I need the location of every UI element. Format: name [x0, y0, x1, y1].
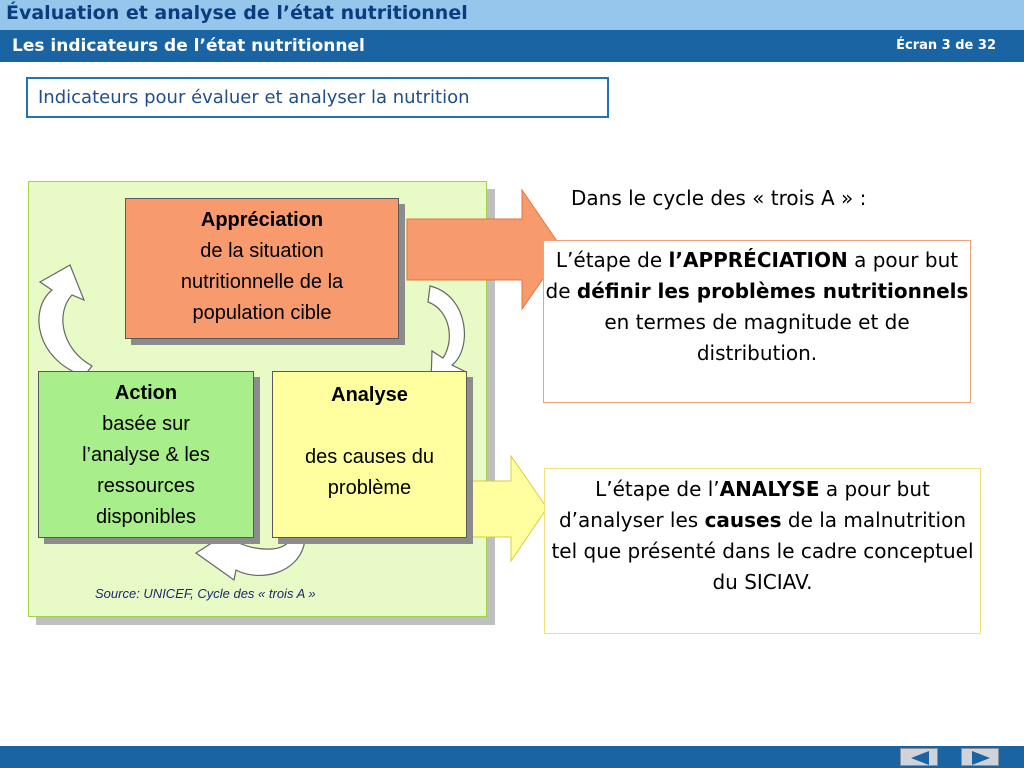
- action-box: [38, 371, 254, 538]
- action-line: ressources: [97, 475, 195, 497]
- appreciation-line: nutritionnelle de la: [180, 271, 344, 293]
- analyse-explanation: [544, 468, 981, 634]
- analyse-title: Analyse: [331, 384, 408, 406]
- footer-bar: [0, 746, 1024, 768]
- appreciation-line: population cible: [192, 302, 332, 324]
- text-run: a pour but de: [545, 248, 959, 303]
- emphasis: définir les problèmes nutritionnels: [576, 279, 969, 303]
- analyse-box: [272, 371, 467, 538]
- cycle-arrow-right: [428, 286, 466, 383]
- analyse-line: des causes du: [305, 446, 434, 468]
- course-title: Évaluation et analyse de l’état nutritionnel: [6, 2, 468, 24]
- module-title: Les indicateurs de l’état nutritionnel: [12, 36, 365, 56]
- text-run: L’étape de: [555, 248, 669, 272]
- text-run: a pour but d’analyser les: [558, 477, 930, 532]
- action-line: disponibles: [95, 506, 197, 528]
- emphasis: causes: [704, 508, 782, 532]
- cycle-arrow-left: [39, 265, 92, 376]
- appreciation-box: [125, 198, 399, 339]
- yellow-block-arrow: [453, 456, 547, 561]
- triangle-left-icon: [901, 749, 939, 767]
- section-title: Indicateurs pour évaluer et analyser la nutrition: [38, 87, 470, 108]
- appreciation-explanation: [543, 240, 971, 403]
- text-run: en termes de magnitude et de distribution.: [604, 310, 910, 365]
- appreciation-line: de la situation: [200, 240, 324, 262]
- analyse-line: problème: [327, 477, 412, 499]
- diagram-source: Source: UNICEF, Cycle des « trois A »: [95, 586, 316, 601]
- emphasis: ANALYSE: [719, 477, 820, 501]
- action-title: Action: [114, 382, 178, 404]
- appreciation-title: Appréciation: [200, 209, 324, 231]
- intro-text: Dans le cycle des « trois A » :: [571, 186, 867, 210]
- emphasis: l’APPRÉCIATION: [668, 248, 848, 272]
- triangle-right-icon: [962, 749, 1000, 767]
- previous-screen-button[interactable]: [900, 748, 938, 766]
- text-run: de la malnutrition tel que présenté dans le cadre conceptuel du SICIAV.: [551, 508, 974, 594]
- action-line: basée sur: [102, 413, 190, 435]
- next-screen-button[interactable]: [961, 748, 999, 766]
- action-line: l’analyse & les: [82, 444, 210, 466]
- text-run: L’étape de l’: [595, 477, 720, 501]
- screen-counter: Écran 3 de 32: [896, 38, 996, 53]
